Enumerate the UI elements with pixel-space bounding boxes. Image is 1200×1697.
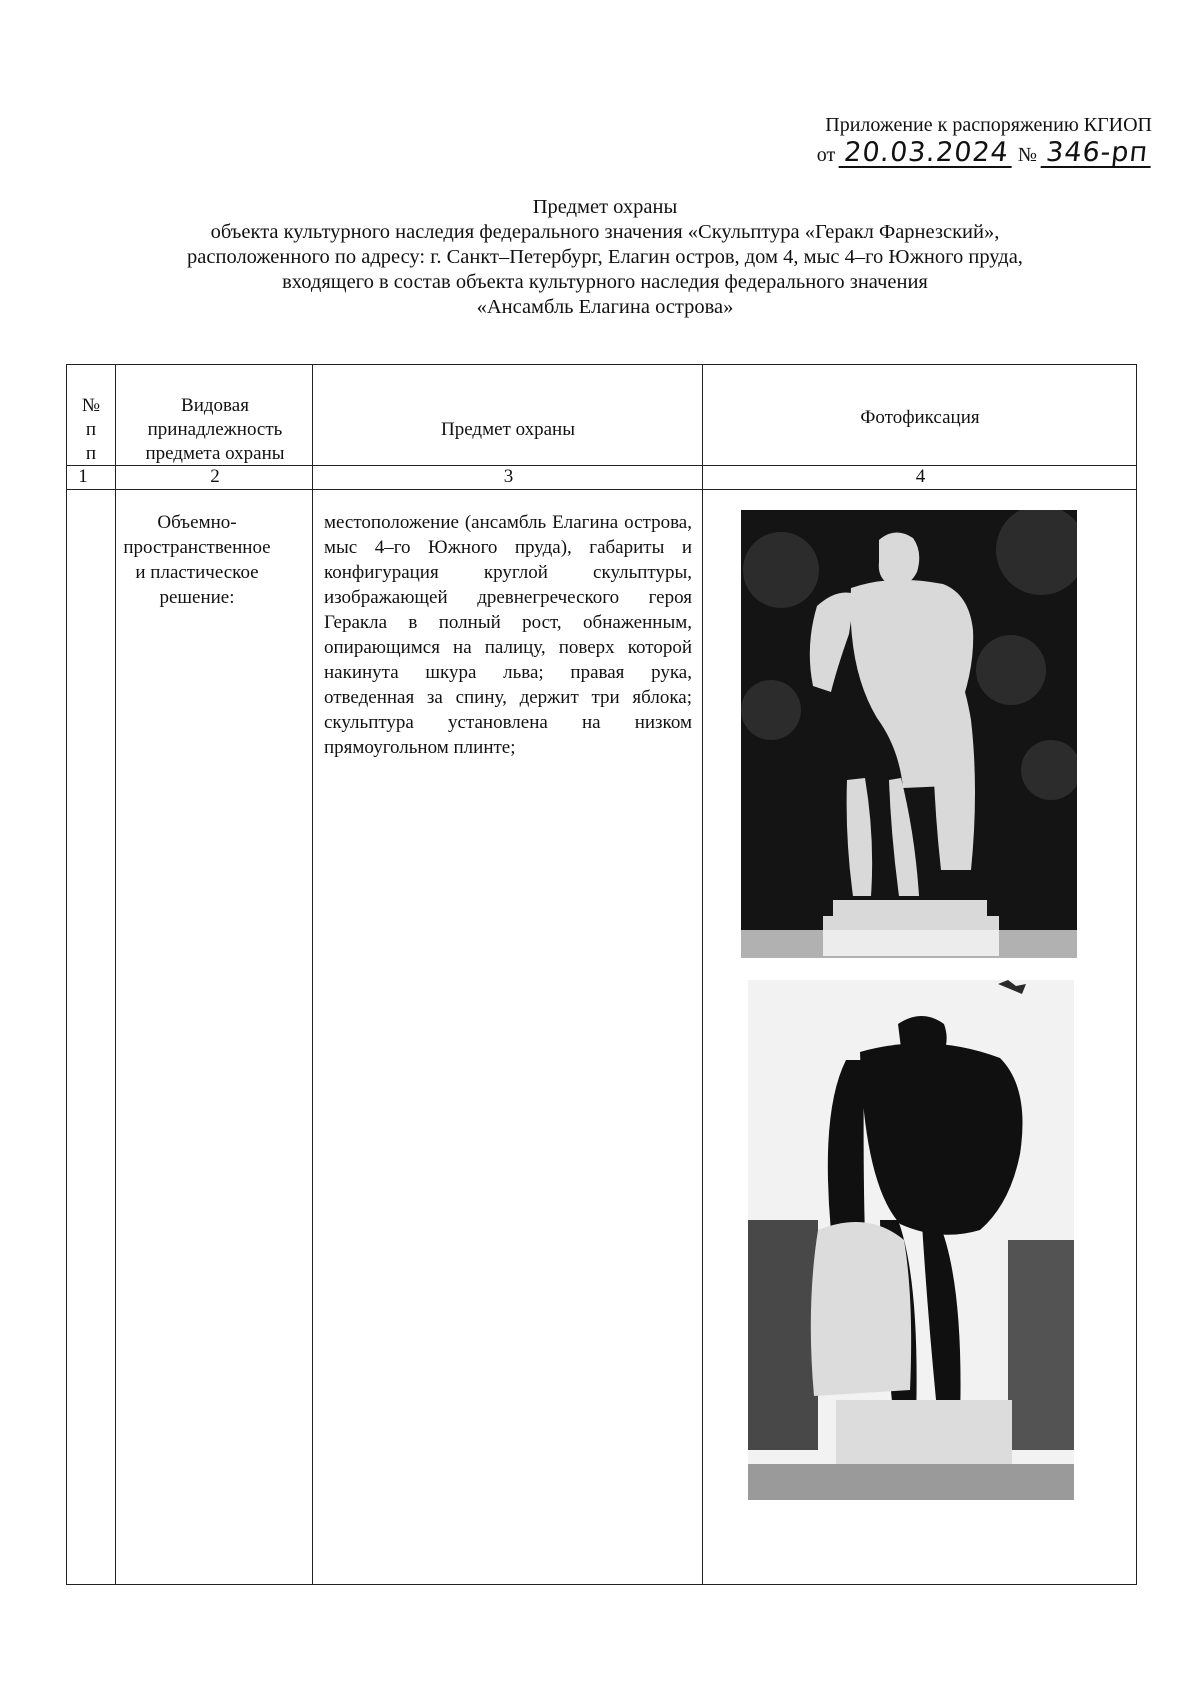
header-subject: Предмет охраны (441, 419, 575, 440)
number-prefix: № (1017, 144, 1037, 166)
sculpture-photo-back-image (748, 980, 1074, 1500)
sculpture-photo-front-image (741, 510, 1077, 958)
header-number-sign: № (81, 395, 101, 416)
number-row-bottom-border (66, 489, 1137, 490)
title-line-4: входящего в состав объекта культурного наследия федерального значения (282, 271, 928, 293)
column-divider-3 (702, 364, 703, 1585)
table-bottom-border (66, 1584, 1137, 1585)
subject-cell: местоположение (ансамбль Елагина острова, мыс 4–го Южного пруда), габариты и конфигурация круглой скульптуры, изображающей древнегреческого героя Геракла в полный рост, обнаженным, опирающимся на палицу, поверх которой накинута шкура льва; правая рука, отведенная за спину, держит три яблока; скульптура установлена на низком прямоугольном плинте; (324, 512, 692, 758)
title-line-5: «Ансамбль Елагина острова» (476, 296, 734, 318)
column-number-1: 1 (78, 466, 88, 487)
appendix-title: Приложение к распоряжению КГИОП (825, 114, 1152, 136)
sculpture-photo-front (741, 510, 1077, 958)
column-number-4: 4 (915, 466, 926, 487)
appendix-date-line (712, 137, 1152, 168)
table-right-border (1136, 364, 1137, 1585)
header-number (68, 394, 114, 466)
protection-subject-table (66, 364, 1137, 1586)
column-number-2: 2 (210, 466, 220, 487)
header-number-p2: п (85, 443, 97, 464)
kind-cell: Объемно-пространственное и пластическое решение: (123, 512, 271, 608)
title-line-2: объекта культурного наследия федерального значения «Скульптура «Геракл Фарнезский», (210, 221, 1000, 243)
title-line-1: Предмет охраны (532, 196, 678, 218)
title-line-3: расположенного по адресу: г. Санкт–Петербург, Елагин остров, дом 4, мыс 4–го Южного пруда, (187, 246, 1023, 268)
sculpture-photo-back (748, 980, 1074, 1500)
handwritten-date: 20.03.2024 (839, 140, 1015, 168)
document-title (60, 195, 1150, 320)
column-divider-2 (312, 364, 313, 1585)
table-top-border (66, 364, 1137, 365)
header-number-p1: п (85, 419, 97, 440)
table-left-border (66, 364, 67, 1585)
column-number-3: 3 (503, 466, 514, 487)
date-prefix: от (816, 144, 836, 166)
appendix-header (712, 112, 1152, 168)
handwritten-number: 346-рп (1040, 140, 1153, 168)
header-photo: Фотофиксация (860, 407, 980, 428)
header-kind: Видовая принадлежность предмета охраны (145, 395, 285, 464)
